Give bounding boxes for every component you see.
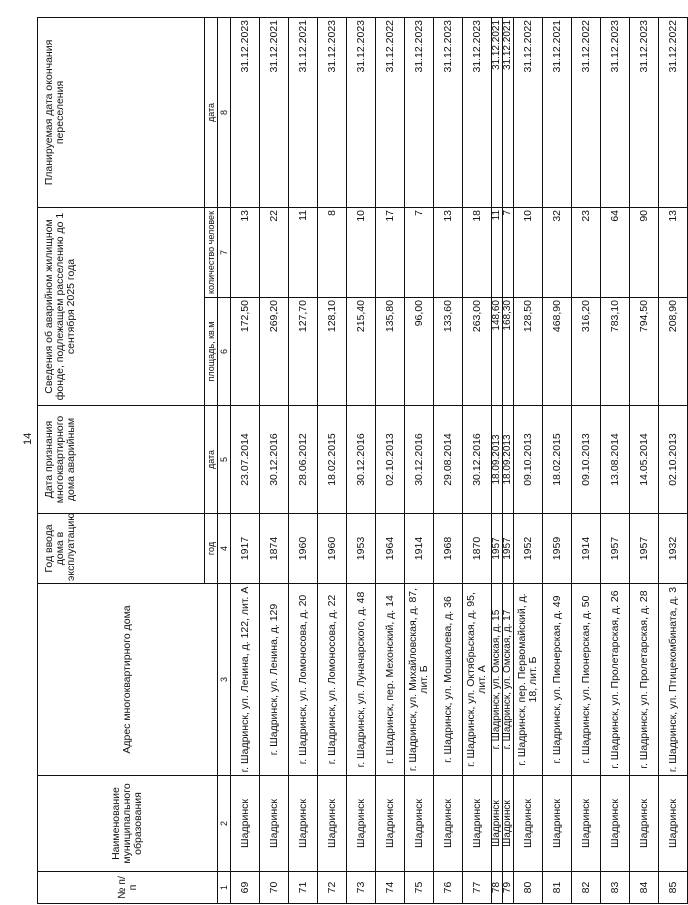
cell-n: 73 bbox=[347, 872, 376, 904]
cell-mo: Шадринск bbox=[405, 776, 434, 872]
cell-people: 17 bbox=[376, 207, 405, 297]
table-row bbox=[503, 17, 514, 903]
emergency-housing-table bbox=[37, 17, 688, 904]
cell-year: 1914 bbox=[405, 514, 434, 584]
cell-end: 31.12.2023 bbox=[231, 17, 260, 207]
table-row bbox=[543, 17, 572, 903]
cell-n: 81 bbox=[543, 872, 572, 904]
cell-addr: г. Шадринск, ул. Луначарского, д. 48 bbox=[347, 584, 376, 776]
table-row bbox=[231, 17, 260, 903]
cell-addr: г. Шадринск, пер. Мехонский, д. 14 bbox=[376, 584, 405, 776]
header-num: № п/п bbox=[38, 872, 218, 904]
cell-date: 23.07.2014 bbox=[231, 406, 260, 514]
cell-mo: Шадринск bbox=[492, 776, 503, 872]
cell-people: 10 bbox=[514, 207, 543, 297]
header-recognition: Дата признания многоквартирного дома аварийным bbox=[38, 406, 205, 514]
table-row bbox=[289, 17, 318, 903]
cell-people: 13 bbox=[231, 207, 260, 297]
cell-area: 128,50 bbox=[514, 298, 543, 406]
cell-area: 168,30 bbox=[503, 298, 514, 406]
header-emergency-fund: Сведения об аварийном жилищном фонде, подлежащем расселению до 1 сентября 2025 года bbox=[38, 207, 205, 405]
cell-end: 31.12.2023 bbox=[347, 17, 376, 207]
cell-people: 18 bbox=[463, 207, 492, 297]
cell-n: 76 bbox=[434, 872, 463, 904]
cell-end: 31.12.2021 bbox=[503, 17, 514, 207]
header-address: Адрес многоквартирного дома bbox=[38, 584, 218, 776]
cell-n: 78 bbox=[492, 872, 503, 904]
cell-people: 11 bbox=[289, 207, 318, 297]
cell-addr: г. Шадринск, ул. Ломоносова, д. 22 bbox=[318, 584, 347, 776]
cell-n: 69 bbox=[231, 872, 260, 904]
cell-mo: Шадринск bbox=[543, 776, 572, 872]
cell-mo: Шадринск bbox=[347, 776, 376, 872]
cell-year: 1917 bbox=[231, 514, 260, 584]
cell-people: 7 bbox=[503, 207, 514, 297]
cell-addr: г. Шадринск, ул. Михайловская, д. 87, лит. Б bbox=[405, 584, 434, 776]
table-row bbox=[572, 17, 601, 903]
cell-mo: Шадринск bbox=[434, 776, 463, 872]
cell-area: 269,20 bbox=[260, 298, 289, 406]
cell-year: 1952 bbox=[514, 514, 543, 584]
cell-date: 14.05.2014 bbox=[630, 406, 659, 514]
cell-end: 31.12.2023 bbox=[630, 17, 659, 207]
cell-area: 794,50 bbox=[630, 298, 659, 406]
cell-year: 1960 bbox=[318, 514, 347, 584]
cell-year: 1870 bbox=[463, 514, 492, 584]
cell-date: 09.10.2013 bbox=[572, 406, 601, 514]
cell-area: 783,10 bbox=[601, 298, 630, 406]
cell-n: 79 bbox=[503, 872, 514, 904]
cell-year: 1874 bbox=[260, 514, 289, 584]
column-number: 2 bbox=[218, 776, 231, 872]
cell-date: 30.12.2016 bbox=[405, 406, 434, 514]
cell-area: 316,20 bbox=[572, 298, 601, 406]
cell-n: 71 bbox=[289, 872, 318, 904]
cell-area: 128,10 bbox=[318, 298, 347, 406]
cell-n: 72 bbox=[318, 872, 347, 904]
column-number: 8 bbox=[218, 17, 231, 207]
column-number: 4 bbox=[218, 514, 231, 584]
cell-mo: Шадринск bbox=[289, 776, 318, 872]
table-row bbox=[630, 17, 659, 903]
subheader-date: дата bbox=[205, 406, 218, 514]
cell-date: 09.10.2013 bbox=[514, 406, 543, 514]
cell-area: 135,80 bbox=[376, 298, 405, 406]
table-row bbox=[318, 17, 347, 903]
cell-end: 31.12.2022 bbox=[659, 17, 688, 207]
cell-people: 13 bbox=[434, 207, 463, 297]
cell-year: 1964 bbox=[376, 514, 405, 584]
cell-year: 1932 bbox=[659, 514, 688, 584]
cell-end: 31.12.2022 bbox=[376, 17, 405, 207]
cell-area: 172,50 bbox=[231, 298, 260, 406]
cell-people: 64 bbox=[601, 207, 630, 297]
cell-people: 90 bbox=[630, 207, 659, 297]
cell-year: 1957 bbox=[630, 514, 659, 584]
cell-end: 31.12.2023 bbox=[405, 17, 434, 207]
table-row bbox=[492, 17, 503, 903]
subheader-people: количество человек bbox=[205, 207, 218, 297]
table-row bbox=[463, 17, 492, 903]
cell-date: 18.02.2015 bbox=[318, 406, 347, 514]
header-year: Год ввода дома в эксплуатацию bbox=[38, 514, 205, 584]
cell-year: 1953 bbox=[347, 514, 376, 584]
cell-end: 31.12.2023 bbox=[318, 17, 347, 207]
cell-mo: Шадринск bbox=[503, 776, 514, 872]
table-row bbox=[347, 17, 376, 903]
cell-mo: Шадринск bbox=[601, 776, 630, 872]
rotated-table-container bbox=[37, 18, 679, 904]
cell-people: 11 bbox=[492, 207, 503, 297]
cell-date: 30.12.2016 bbox=[260, 406, 289, 514]
cell-end: 31.12.2021 bbox=[260, 17, 289, 207]
cell-people: 23 bbox=[572, 207, 601, 297]
header-municipality: Наименование муниципального образования bbox=[38, 776, 218, 872]
cell-date: 18.09.2013 bbox=[503, 406, 514, 514]
cell-mo: Шадринск bbox=[572, 776, 601, 872]
cell-mo: Шадринск bbox=[630, 776, 659, 872]
cell-mo: Шадринск bbox=[514, 776, 543, 872]
subheader-date2: дата bbox=[205, 17, 218, 207]
cell-people: 32 bbox=[543, 207, 572, 297]
cell-year: 1957 bbox=[503, 514, 514, 584]
cell-area: 263,00 bbox=[463, 298, 492, 406]
cell-year: 1957 bbox=[492, 514, 503, 584]
cell-end: 31.12.2023 bbox=[463, 17, 492, 207]
cell-n: 82 bbox=[572, 872, 601, 904]
cell-date: 13.08.2014 bbox=[601, 406, 630, 514]
cell-people: 8 bbox=[318, 207, 347, 297]
cell-n: 85 bbox=[659, 872, 688, 904]
cell-people: 10 bbox=[347, 207, 376, 297]
cell-people: 7 bbox=[405, 207, 434, 297]
cell-addr: г. Шадринск, ул. Птицекомбината, д. 3 bbox=[659, 584, 688, 776]
table-row bbox=[514, 17, 543, 903]
cell-date: 30.12.2016 bbox=[463, 406, 492, 514]
cell-date: 18.02.2015 bbox=[543, 406, 572, 514]
column-number: 7 bbox=[218, 207, 231, 297]
cell-mo: Шадринск bbox=[231, 776, 260, 872]
cell-mo: Шадринск bbox=[659, 776, 688, 872]
header-planned: Планируемая дата окончания переселения bbox=[38, 17, 205, 207]
table-row bbox=[405, 17, 434, 903]
cell-year: 1957 bbox=[601, 514, 630, 584]
cell-date: 02.10.2013 bbox=[659, 406, 688, 514]
cell-area: 96,00 bbox=[405, 298, 434, 406]
cell-end: 31.12.2022 bbox=[514, 17, 543, 207]
cell-date: 29.08.2014 bbox=[434, 406, 463, 514]
cell-addr: г. Шадринск, ул. Ленина, д. 129 bbox=[260, 584, 289, 776]
cell-addr: г. Шадринск, ул. Ленина, д. 122, лит. А bbox=[231, 584, 260, 776]
cell-mo: Шадринск bbox=[318, 776, 347, 872]
subheader-year: год bbox=[205, 514, 218, 584]
column-number: 5 bbox=[218, 406, 231, 514]
cell-mo: Шадринск bbox=[376, 776, 405, 872]
column-number: 1 bbox=[218, 872, 231, 904]
cell-end: 31.12.2021 bbox=[543, 17, 572, 207]
cell-n: 77 bbox=[463, 872, 492, 904]
column-number: 3 bbox=[218, 584, 231, 776]
cell-addr: г. Шадринск, ул. Мошкалева, д. 36 bbox=[434, 584, 463, 776]
cell-year: 1960 bbox=[289, 514, 318, 584]
cell-n: 74 bbox=[376, 872, 405, 904]
cell-year: 1959 bbox=[543, 514, 572, 584]
cell-addr: г. Шадринск, ул. Пионерская, д. 50 bbox=[572, 584, 601, 776]
cell-area: 127,70 bbox=[289, 298, 318, 406]
cell-date: 02.10.2013 bbox=[376, 406, 405, 514]
cell-year: 1968 bbox=[434, 514, 463, 584]
cell-addr: г. Шадринск, ул. Омская, д. 15 bbox=[492, 584, 503, 776]
cell-area: 215,40 bbox=[347, 298, 376, 406]
cell-date: 30.12.2016 bbox=[347, 406, 376, 514]
cell-area: 468,90 bbox=[543, 298, 572, 406]
table-row bbox=[434, 17, 463, 903]
cell-end: 31.12.2022 bbox=[572, 17, 601, 207]
cell-n: 80 bbox=[514, 872, 543, 904]
cell-addr: г. Шадринск, ул. Омская, д. 17 bbox=[503, 584, 514, 776]
cell-addr: г. Шадринск, ул. Пионерская, д. 49 bbox=[543, 584, 572, 776]
cell-year: 1914 bbox=[572, 514, 601, 584]
column-number: 6 bbox=[218, 298, 231, 406]
cell-n: 83 bbox=[601, 872, 630, 904]
cell-end: 31.12.2021 bbox=[492, 17, 503, 207]
cell-addr: г. Шадринск, ул. Октябрьская, д. 95, лит. А bbox=[463, 584, 492, 776]
cell-people: 22 bbox=[260, 207, 289, 297]
cell-area: 148,60 bbox=[492, 298, 503, 406]
cell-mo: Шадринск bbox=[260, 776, 289, 872]
cell-addr: г. Шадринск, пер. Первомайский, д. 18, лит. Б bbox=[514, 584, 543, 776]
cell-date: 28.06.2012 bbox=[289, 406, 318, 514]
table-row bbox=[260, 17, 289, 903]
cell-n: 75 bbox=[405, 872, 434, 904]
subheader-area: площадь, кв.м bbox=[205, 298, 218, 406]
cell-n: 84 bbox=[630, 872, 659, 904]
cell-people: 13 bbox=[659, 207, 688, 297]
cell-addr: г. Шадринск, ул. Пролетарская, д. 26 bbox=[601, 584, 630, 776]
page-number: 14 bbox=[22, 432, 34, 445]
cell-mo: Шадринск bbox=[463, 776, 492, 872]
cell-area: 208,90 bbox=[659, 298, 688, 406]
table-row bbox=[659, 17, 688, 903]
cell-end: 31.12.2021 bbox=[289, 17, 318, 207]
cell-area: 133,60 bbox=[434, 298, 463, 406]
cell-addr: г. Шадринск, ул. Пролетарская, д. 28 bbox=[630, 584, 659, 776]
cell-date: 18.09.2013 bbox=[492, 406, 503, 514]
table-row bbox=[376, 17, 405, 903]
cell-n: 70 bbox=[260, 872, 289, 904]
cell-addr: г. Шадринск, ул. Ломоносова, д. 20 bbox=[289, 584, 318, 776]
table-row bbox=[601, 17, 630, 903]
cell-end: 31.12.2023 bbox=[601, 17, 630, 207]
cell-end: 31.12.2023 bbox=[434, 17, 463, 207]
